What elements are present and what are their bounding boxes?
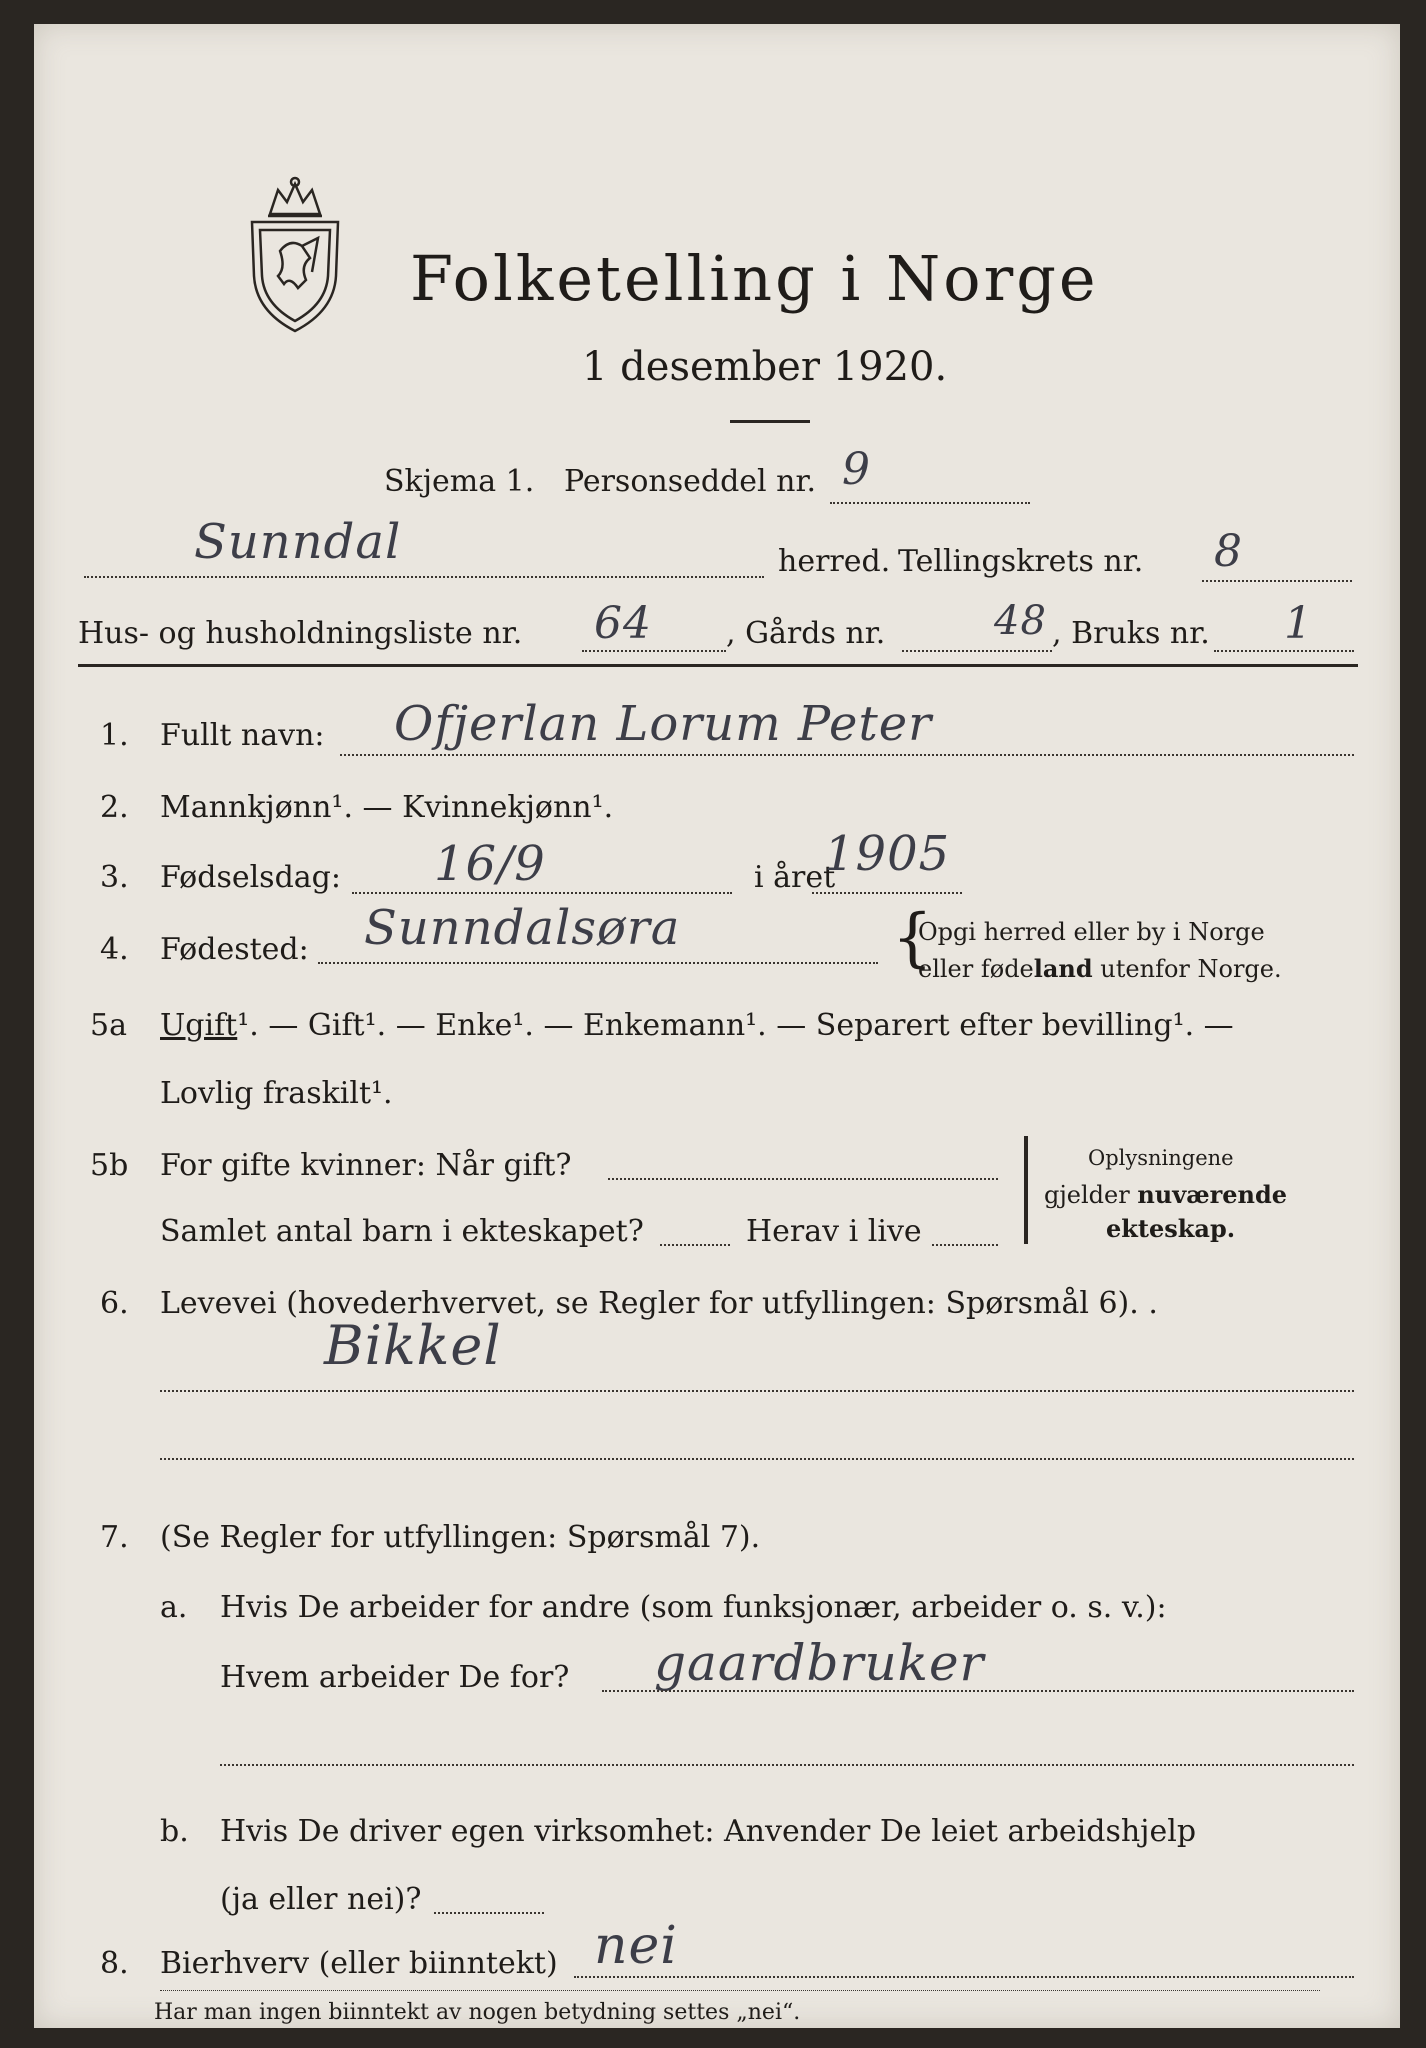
husholdningsliste-line bbox=[582, 650, 726, 652]
tellingskrets-value[interactable]: 8 bbox=[1214, 526, 1243, 577]
bruks-line bbox=[1214, 650, 1354, 652]
occupation-value[interactable]: Bikkel bbox=[324, 1314, 502, 1377]
q6-line-2 bbox=[160, 1458, 1354, 1460]
personseddel-label: Personseddel nr. bbox=[564, 464, 817, 499]
q5b-brace bbox=[1024, 1136, 1028, 1244]
q5b-note-2: gjelder nuværende bbox=[1044, 1180, 1288, 1209]
herred-label: herred. bbox=[778, 544, 891, 579]
q7a-line-1 bbox=[602, 1690, 1354, 1692]
year-line bbox=[812, 892, 962, 894]
q5b-line-3 bbox=[932, 1244, 998, 1246]
full-name-value[interactable]: Ofjerlan Lorum Peter bbox=[394, 696, 933, 752]
side-income-value[interactable]: nei bbox=[594, 1916, 678, 1976]
q4-note-2: eller fødeland utenfor Norge. bbox=[918, 954, 1282, 983]
q7-number: 7. bbox=[100, 1520, 129, 1555]
q8-label: Bierhverv (eller biinntekt) bbox=[160, 1946, 558, 1981]
q7b-sub-label: (ja eller nei)? bbox=[220, 1882, 422, 1917]
q4-note-1: Opgi herred eller by i Norge bbox=[918, 918, 1265, 946]
gender-options[interactable]: Mannkjønn¹. — Kvinnekjønn¹. bbox=[160, 790, 614, 825]
q6-label: Levevei (hovederhvervet, se Regler for utfyllingen: Spørsmål 6). . bbox=[160, 1286, 1158, 1321]
q2-number: 2. bbox=[100, 790, 129, 825]
marital-status-options[interactable]: Ugift¹. — Gift¹. — Enke¹. — Enkemann¹. — Separert efter bevilling¹. — bbox=[160, 1008, 1234, 1043]
husholdningsliste-label: Hus- og husholdningsliste nr. bbox=[78, 616, 523, 651]
q8-number: 8. bbox=[100, 1946, 129, 1981]
herred-value[interactable]: Sunndal bbox=[194, 514, 402, 570]
q6-number: 6. bbox=[100, 1286, 129, 1321]
q4-number: 4. bbox=[100, 932, 129, 967]
q7a-letter: a. bbox=[160, 1590, 188, 1625]
footer-note-visible: Har man ingen biinntekt av nogen betydning settes „nei“. bbox=[154, 2000, 801, 2025]
q3-number: 3. bbox=[100, 860, 129, 895]
tellingskrets-line bbox=[1202, 580, 1352, 582]
q5a-line-2: Lovlig fraskilt¹. bbox=[160, 1076, 393, 1111]
q5b-number: 5b bbox=[90, 1148, 129, 1183]
gards-line bbox=[902, 650, 1052, 652]
q5b-line-1 bbox=[608, 1178, 998, 1180]
birthday-value[interactable]: 16/9 bbox=[434, 836, 546, 892]
q4-label: Fødested: bbox=[160, 932, 309, 967]
q5b-note-3: ekteskap. bbox=[1106, 1214, 1236, 1243]
q3-label: Fødselsdag: bbox=[160, 860, 341, 895]
q5b-label-2: Samlet antal barn i ekteskapet? bbox=[160, 1214, 644, 1249]
title-divider bbox=[730, 420, 810, 423]
q7a-label: Hvis De arbeider for andre (som funksjonær, arbeider o. s. v.): bbox=[220, 1590, 1167, 1625]
husholdningsliste-value[interactable]: 64 bbox=[594, 598, 652, 649]
year-label: i året bbox=[754, 860, 836, 895]
tellingskrets-label: Tellingskrets nr. bbox=[898, 544, 1144, 579]
ugift-option-underlined: Ugift bbox=[160, 1008, 238, 1043]
q1-number: 1. bbox=[100, 718, 129, 753]
q8-bottom-line bbox=[160, 1990, 1320, 1991]
form-title: Folketelling i Norge bbox=[410, 242, 1099, 315]
q5b-label-1: For gifte kvinner: Når gift? bbox=[160, 1148, 572, 1183]
q7b-label: Hvis De driver egen virksomhet: Anvender De leiet arbeidshjelp bbox=[220, 1814, 1197, 1849]
q6-line-1 bbox=[160, 1390, 1354, 1392]
q7b-letter: b. bbox=[160, 1814, 189, 1849]
herred-line bbox=[84, 576, 764, 578]
bruks-value[interactable]: 1 bbox=[1284, 598, 1313, 649]
q7-label: (Se Regler for utfyllingen: Spørsmål 7). bbox=[160, 1520, 761, 1555]
q5b-note-1: Oplysningene bbox=[1088, 1146, 1234, 1170]
birth-year-value[interactable]: 1905 bbox=[824, 826, 951, 882]
personseddel-value[interactable]: 9 bbox=[842, 444, 871, 495]
q5a-number: 5a bbox=[90, 1008, 127, 1043]
q3-line bbox=[352, 892, 732, 894]
personseddel-line bbox=[830, 502, 1030, 504]
q5b-label-3: Herav i live bbox=[746, 1214, 922, 1249]
birthplace-value[interactable]: Sunndalsøra bbox=[364, 900, 681, 956]
schema-label: Skjema 1. bbox=[384, 464, 535, 499]
gards-label: , Gårds nr. bbox=[726, 616, 886, 651]
q4-line bbox=[318, 962, 878, 964]
employer-value[interactable]: gaardbruker bbox=[654, 1634, 985, 1692]
bruks-label: , Bruks nr. bbox=[1052, 616, 1210, 651]
q1-line bbox=[340, 754, 1354, 756]
q8-line bbox=[574, 1976, 1354, 1978]
census-date: 1 desember 1920. bbox=[582, 344, 948, 390]
census-form bbox=[34, 24, 1400, 2028]
gards-value[interactable]: 48 bbox=[994, 598, 1047, 644]
q1-label: Fullt navn: bbox=[160, 718, 325, 753]
q5b-line-2 bbox=[660, 1244, 730, 1246]
q4-brace: { bbox=[892, 901, 933, 975]
header-rule bbox=[78, 664, 1358, 667]
q7b-line bbox=[434, 1912, 544, 1914]
q7a-sub-label: Hvem arbeider De for? bbox=[220, 1660, 570, 1695]
norwegian-coat-of-arms-icon bbox=[240, 176, 350, 336]
q7a-line-2 bbox=[220, 1764, 1354, 1766]
